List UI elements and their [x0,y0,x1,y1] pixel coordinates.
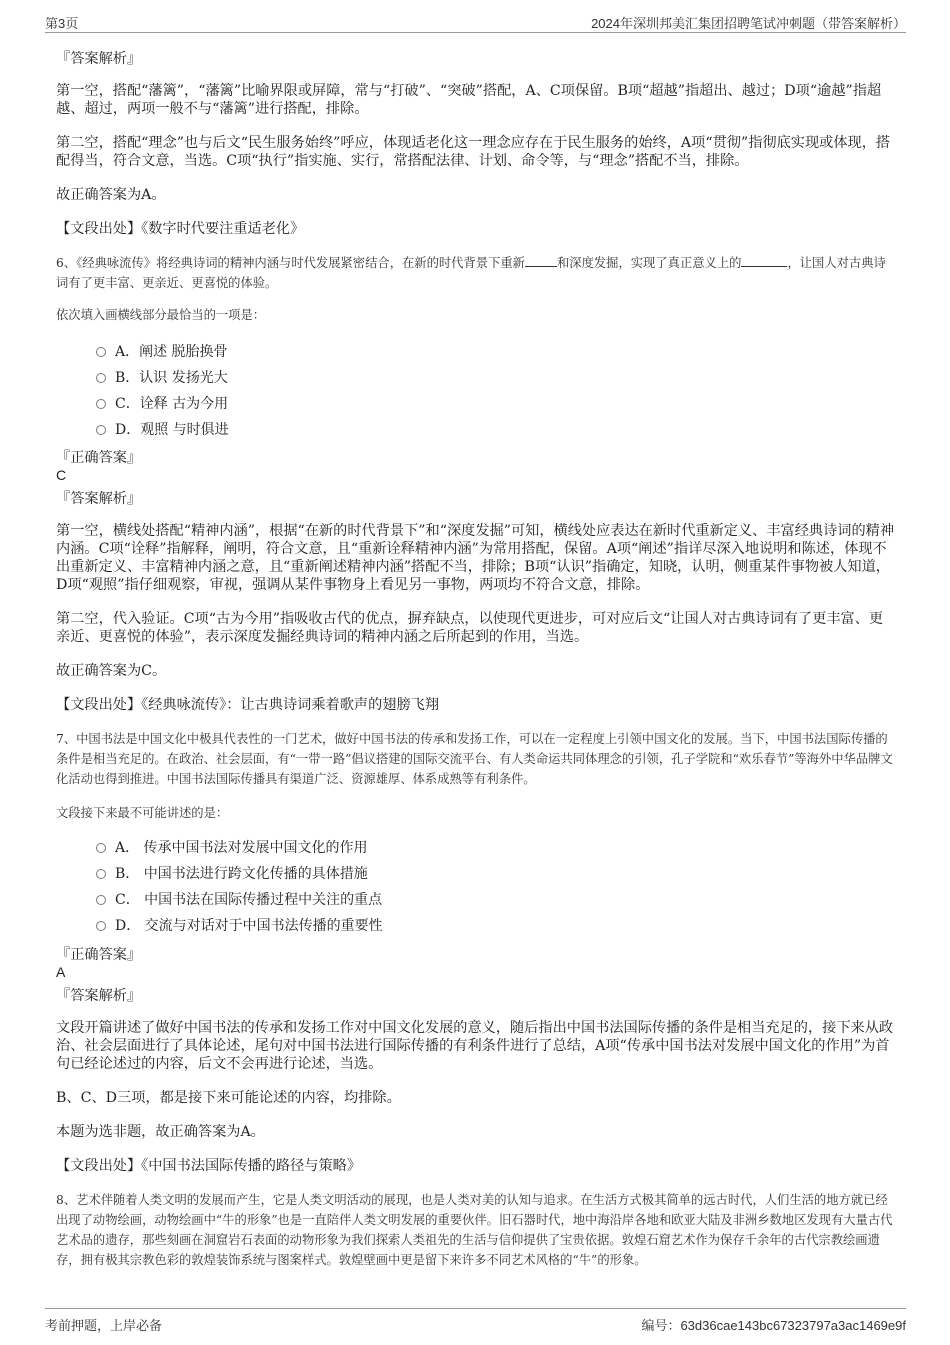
document-title: 2024年深圳邦美汇集团招聘笔试冲刺题（带答案解析） [591,16,906,31]
q7-analysis-para2: B、C、D三项，都是接下来可能论述的内容，均排除。 [56,1090,401,1106]
q7-source: 【文段出处】《中国书法国际传播的路径与策略》 [56,1158,362,1174]
prev-analysis-para2: 第二空，搭配“理念”也与后文“民生服务始终”呼应，体现适老化这一理念应存在于民生服务的始终，A项“贯彻”指彻底实现或体现，搭配得当，符合文意，当选。C项“执行”指实施、实行，常搭配法律、计划、命令等，与“理念”搭配不当，排除。 [56,135,891,169]
q6-analysis-para2: 第二空，代入验证。C项“古为今用”指吸收古代的优点，摒弃缺点，以使现代更进步，可对应后文“让国人对古典诗词有了更丰富、更亲近、更喜悦的体验”，表示深度发掘经典诗词的精神内涵之后所起到的作用，当选。 [56,611,884,645]
q6-correct-label: 『正确答案』 [56,450,142,466]
q6-prompt: 依次填入画横线部分最恰当的一项是： [56,308,266,322]
radio-icon[interactable] [96,843,106,853]
radio-icon[interactable] [96,399,106,409]
q6-blank-2 [741,254,787,267]
page-header [45,10,906,33]
prev-analysis-label: 『答案解析』 [56,51,142,67]
q6-option-b[interactable]: B．认识 发扬光大 [96,368,228,388]
q7-option-c[interactable]: C． 中国书法在国际传播过程中关注的重点 [96,890,382,910]
q7-option-b[interactable]: B． 中国书法进行跨文化传播的具体措施 [96,864,368,884]
footer-serial: 编号：63d36cae143bc67323797a3ac1469e9f [641,1318,906,1333]
q8-stem: 8、艺术伴随着人类文明的发展而产生，它是人类文明活动的展现，也是人类对美的认知与追求。在生活方式极其简单的远古时代，人们生活的地方就已经出现了动物绘画，动物绘画中“牛的形象”也是一直陪伴人类文明发展的重要伙伴。旧石器时代，地中海沿岸各地和欧亚大陆及非洲乡数地区发现有大量古代艺术品的遗存，那些刻画在洞窟岩石表面的动物形象为我们探索人类祖先的生活与信仰提供了宝贵依据。敦煌石窟艺术作为保存千余年的古代宗教绘画遗存，拥有极其宗教色彩的敦煌装饰系统与图案样式。敦煌壁画中更是留下来许多不同艺术风格的“牛”的形象。 [56,1193,893,1267]
radio-icon[interactable] [96,347,106,357]
q7-prompt: 文段接下来最不可能讲述的是： [56,806,229,820]
q6-source: 【文段出处】《经典咏流传》：让古典诗词乘着歌声的翅膀飞翔 [56,697,440,713]
q7-analysis-para1: 文段开篇讲述了做好中国书法的传承和发扬工作对中国文化发展的意义，随后指出中国书法国际传播的条件是相当充足的，接下来从政治、社会层面进行了具体论述，尾句对中国书法进行国际传播的有利条件进行了总结，A项“传承中国书法对发展中国文化的作用”为首句已经论述过的内容，后文不会再进行论述，当选。 [56,1020,894,1072]
prev-analysis-para1: 第一空，搭配“藩篱”，“藩篱”比喻界限或屏障，常与“打破”、“突破”搭配，A、C项保留。B项“超越”指超出、越过；D项“逾越”指超越、超过，两项一般不与“藩篱”进行搭配，排除。 [56,83,882,117]
q6-correct-answer: C [56,467,67,483]
q6-analysis-para1: 第一空，横线处搭配“精神内涵”，根据“在新的时代背景下”和“深度发掘”可知，横线处应表达在新时代重新定义、丰富经典诗词的精神内涵。C项“诠释”指解释，阐明，符合文意，且“重新诠释精神内涵”为常用搭配，保留。A项“阐述”指详尽深入地说明和陈述，体现不出重新定义、丰富精神内涵之意，且“重新阐述精神内涵”搭配不当，排除；B项“认识”指确定，知晓，认明，侧重某件事物被人知道，D项“观照”指仔细观察，审视，强调从某件事物身上看见另一事物，两项均不符合文意，排除。 [56,523,895,593]
radio-icon[interactable] [96,895,106,905]
q6-analysis-label: 『答案解析』 [56,491,142,507]
q7-option-a[interactable]: A． 传承中国书法对发展中国文化的作用 [96,838,368,858]
page-number: 第3页 [45,16,79,31]
q7-stem: 7、中国书法是中国文化中极具代表性的一门艺术，做好中国书法的传承和发扬工作，可以在一定程度上引领中国文化的发展。当下，中国书法国际传播的条件是相当充足的。在政治、社会层面，有“一带一路”倡议搭建的国际交流平台、有人类命运共同体理念的引领，孔子学院和“欢乐春节”等海外中华品牌文化活动也得到推进。中国书法国际传播具有渠道广泛、资源雄厚、体系成熟等有利条件。 [56,732,893,786]
q7-correct-label: 『正确答案』 [56,947,142,963]
prev-conclusion: 故正确答案为A。 [56,187,166,203]
radio-icon[interactable] [96,921,106,931]
q6-option-c[interactable]: C．诠释 古为今用 [96,394,228,414]
prev-source: 【文段出处】《数字时代要注重适老化》 [56,221,305,237]
radio-icon[interactable] [96,373,106,383]
radio-icon[interactable] [96,869,106,879]
q7-analysis-label: 『答案解析』 [56,988,142,1004]
q7-correct-answer: A [56,964,66,980]
radio-icon[interactable] [96,425,106,435]
q6-conclusion: 故正确答案为C。 [56,663,167,679]
q6-blank-1 [525,254,557,267]
q6-stem: 6、《经典咏流传》将经典诗词的精神内涵与时代发展紧密结合，在新的时代背景下重新 和深度发掘，实现了真正意义上的 ，让国人对古典诗词有了更丰富、更亲近、更喜悦的体验。 [56,256,886,290]
q6-option-d[interactable]: D．观照 与时俱进 [96,420,229,440]
q7-conclusion: 本题为选非题，故正确答案为A。 [56,1124,265,1140]
page-footer [45,1308,906,1333]
q7-option-d[interactable]: D． 交流与对话对于中国书法传播的重要性 [96,916,383,936]
footer-slogan: 考前押题，上岸必备 [45,1318,163,1333]
q6-option-a[interactable]: A．阐述 脱胎换骨 [96,342,228,362]
